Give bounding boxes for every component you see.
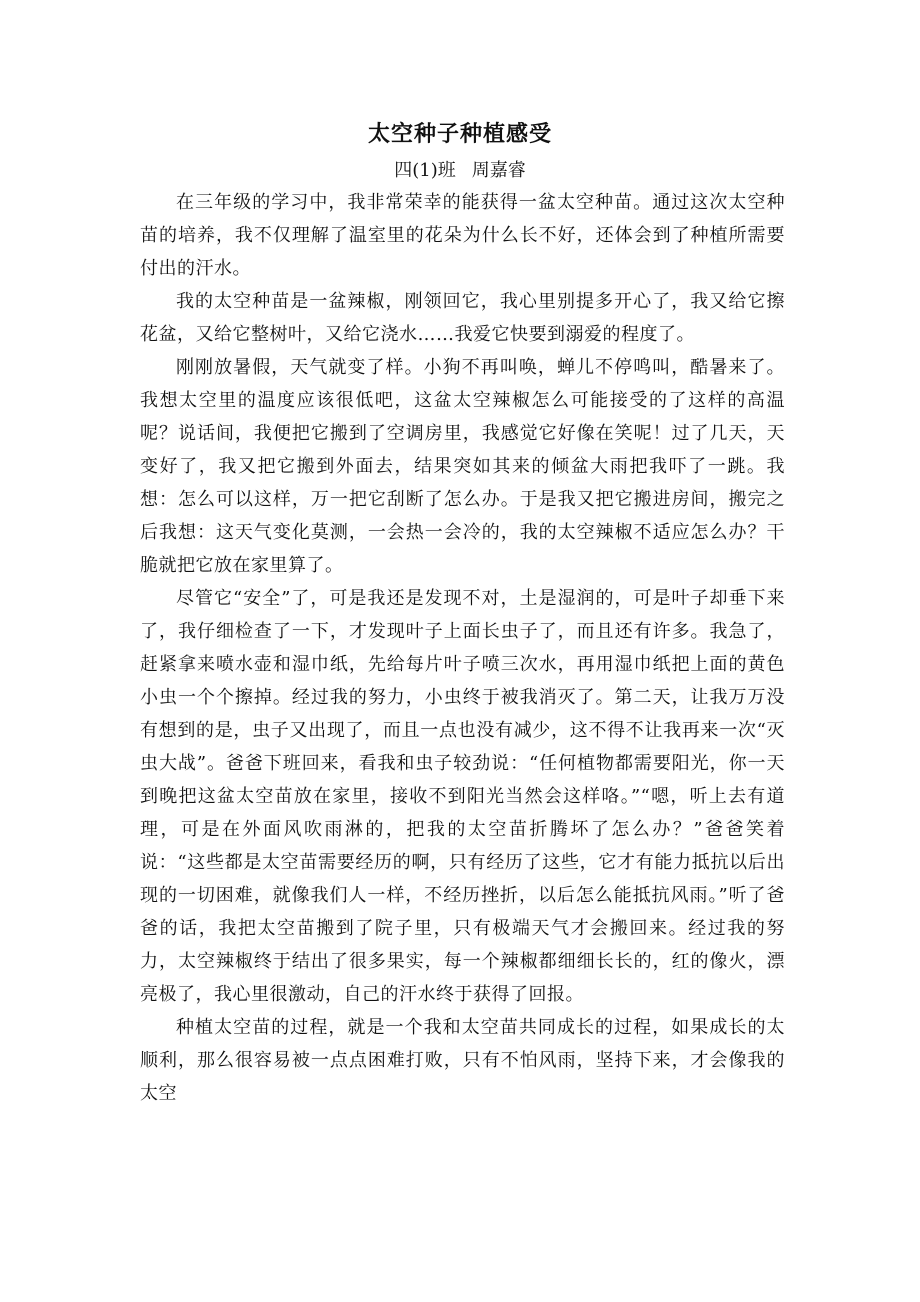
paragraph-1: 在三年级的学习中，我非常荣幸的能获得一盆太空种苗。通过这次太空种苗的培养，我不仅理解了温室里的花朵为什么长不好，还体会到了种植所需要付出的汗水。 [140, 192, 785, 279]
paragraph-4: 尽管它“安全”了，可是我还是发现不对，土是湿润的，可是叶子却垂下来了，我仔细检查了一下，才发现叶子上面长虫子了，而且还有许多。我急了，赶紧拿来喷水壶和湿巾纸，先给每片叶子喷三次水，再用湿巾纸把上面的黄色小虫一个个擦掉。经过我的努力，小虫终于被我消灭了。第二天，让我万万没有想到的是，虫子又出现了，而且一点也没有减少，这不得不让我再来一次“灭虫大战”。爸爸下班回来，看我和虫子较劲说：“任何植物都需要阳光，你一天到晚把这盆太空苗放在家里，接收不到阳光当然会这样咯。”“嗯，听上去有道理，可是在外面风吹雨淋的，把我的太空苗折腾坏了怎么办？”爸爸笑着说：“这些都是太空苗需要经历的啊，只有经历了这些，它才有能力抵抗以后出现的一切困难，就像我们人一样，不经历挫折，以后怎么能抵抗风雨。”听了爸爸的话，我把太空苗搬到了院子里，只有极端天气才会搬回来。经过我的努力，太空辣椒终于结出了很多果实，每一个辣椒都细细长长的，红的像火，漂亮极了，我心里很激动，自己的汗水终于获得了回报。 [140, 588, 785, 1005]
class-label: 四(1)班 [394, 160, 456, 181]
document-title: 太空种子种植感受 [367, 121, 552, 147]
author-name: 周嘉睿 [471, 160, 526, 181]
essay-body [140, 186, 785, 1110]
author-line [0, 158, 920, 184]
paragraph-5: 种植太空苗的过程，就是一个我和太空苗共同成长的过程，如果成长的太顺利，那么很容易被一点点困难打败，只有不怕风雨，坚持下来，才会像我的太空 [140, 1017, 785, 1104]
paragraph-3: 刚刚放暑假，天气就变了样。小狗不再叫唤，蝉儿不停鸣叫，酷暑来了。我想太空里的温度应该很低吧，这盆太空辣椒怎么可能接受的了这样的高温呢？说话间，我便把它搬到了空调房里，我感觉它好像在笑呢！过了几天，天变好了，我又把它搬到外面去，结果突如其来的倾盆大雨把我吓了一跳。我想：怎么可以这样，万一把它刮断了怎么办。于是我又把它搬进房间，搬完之后我想：这天气变化莫测，一会热一会冷的，我的太空辣椒不适应怎么办？干脆就把它放在家里算了。 [140, 357, 785, 576]
paragraph-2: 我的太空种苗是一盆辣椒，刚领回它，我心里别提多开心了，我又给它擦花盆，又给它整树叶，又给它浇水……我爱它快要到溺爱的程度了。 [140, 291, 785, 345]
